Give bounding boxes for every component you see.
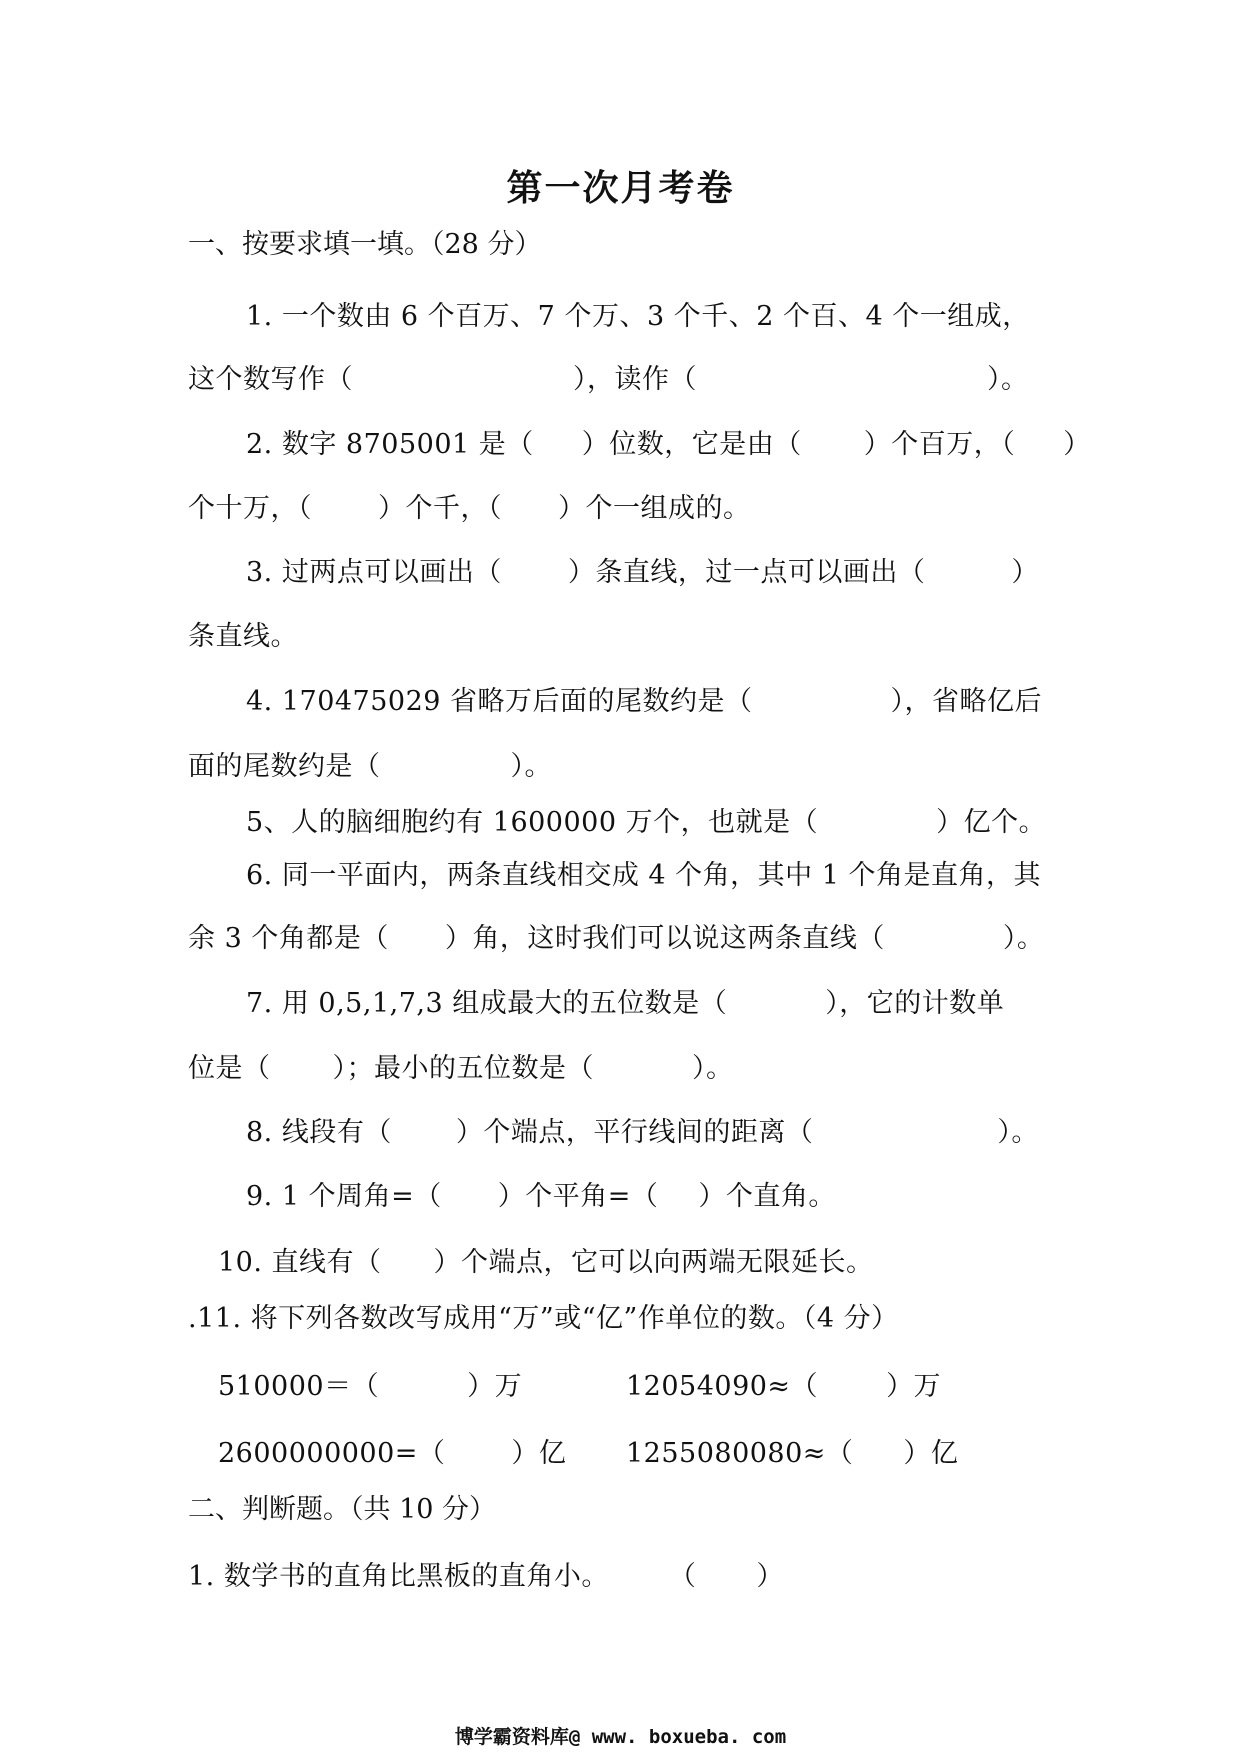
question-9-text-2: ）个平角=（ xyxy=(497,1181,659,1212)
question-4-text-4: ）。 xyxy=(510,751,552,782)
question-1-text: 1. 一个数由 6 个百万、7 个万、3 个千、2 个百、4 个一组成， xyxy=(246,301,1030,332)
question-11-row-2-left xyxy=(218,1437,566,1471)
question-8-text-3: ）。 xyxy=(997,1117,1039,1148)
question-1-line-2 xyxy=(188,363,1029,397)
question-2-text-2: ）位数，它是由（ xyxy=(581,429,802,460)
question-2-text-5: 个十万，（ xyxy=(188,493,312,524)
question-3-line-2 xyxy=(188,620,298,654)
question-11-row-1-left xyxy=(218,1370,522,1404)
question-1-prompt-2: ），读作（ xyxy=(573,364,697,395)
question-4-line-1 xyxy=(246,685,1042,719)
question-11-row-2-right xyxy=(626,1437,958,1471)
judge-question-1-text: 1. 数学书的直角比黑板的直角小。 xyxy=(188,1561,609,1592)
question-10-text-2: ）个端点，它可以向两端无限延长。 xyxy=(433,1247,874,1278)
question-8-line xyxy=(246,1116,1039,1150)
judge-open-paren: （ xyxy=(668,1561,697,1592)
judge-question-1 xyxy=(188,1560,784,1594)
question-6-text-4: ）。 xyxy=(1002,923,1045,954)
conversion-unit: ）万 xyxy=(467,1371,523,1402)
page-title: 第一次月考卷 xyxy=(506,167,735,209)
question-2-text-7: ）个一组成的。 xyxy=(558,493,751,524)
question-2-text-6: ）个千，（ xyxy=(378,493,502,524)
question-5-text-2: ）亿个。 xyxy=(936,807,1047,838)
question-3-text-3: ） xyxy=(1011,557,1039,588)
question-2-line-2 xyxy=(188,492,751,526)
conversion-unit: ）亿 xyxy=(511,1438,567,1469)
question-2-text: 2. 数字 8705001 是（ xyxy=(246,429,534,460)
section-1-heading: 一、按要求填一填。（28 分） xyxy=(188,229,542,260)
question-2-line-1 xyxy=(246,428,1091,462)
question-8-text-2: ）个端点，平行线间的距离（ xyxy=(455,1117,814,1148)
question-3-line-1 xyxy=(246,556,1039,590)
conversion-unit: ）万 xyxy=(886,1371,942,1402)
footer-watermark: 博学霸资料库@ www. boxueba. com xyxy=(454,1726,787,1748)
question-7-line-2 xyxy=(188,1052,734,1086)
question-7-text-4: ）；最小的五位数是（ xyxy=(332,1053,594,1084)
question-4-text: 4. 170475029 省略万后面的尾数约是（ xyxy=(246,686,753,717)
question-8-text: 8. 线段有（ xyxy=(246,1117,392,1148)
conversion-text: 2600000000=（ xyxy=(218,1438,446,1469)
conversion-text: 510000＝（ xyxy=(218,1371,380,1402)
question-3-text-2: ）条直线，过一点可以画出（ xyxy=(567,557,926,588)
question-2-text-3: ）个百万，（ xyxy=(863,429,1016,460)
question-7-text-5: ）。 xyxy=(692,1053,734,1084)
question-5-text: 5、人的脑细胞约有 1600000 万个，也就是（ xyxy=(246,807,819,838)
question-6-line-2 xyxy=(188,922,1044,956)
question-5-line xyxy=(246,806,1046,840)
question-6-text-2: 余 3 个角都是（ xyxy=(188,923,389,954)
question-4-text-2: ），省略亿后 xyxy=(890,686,1043,717)
conversion-text: 1255080080≈（ xyxy=(626,1438,854,1469)
question-7-line-1 xyxy=(246,987,1004,1021)
question-6-text-3: ）角，这时我们可以说这两条直线（ xyxy=(444,923,885,954)
question-7-text: 7. 用 0,5,1,7,3 组成最大的五位数是（ xyxy=(246,988,728,1019)
question-11-heading xyxy=(188,1302,899,1336)
question-10-text: 10. 直线有（ xyxy=(218,1247,382,1278)
question-1-prompt: 这个数写作（ xyxy=(188,364,353,395)
question-1-end: ）。 xyxy=(987,364,1029,395)
section-2-heading: 二、判断题。（共 10 分） xyxy=(188,1494,497,1525)
question-11-row-1-right xyxy=(626,1370,941,1404)
question-9-text-3: ）个直角。 xyxy=(698,1181,836,1212)
question-3-text: 3. 过两点可以画出（ xyxy=(246,557,502,588)
question-4-text-3: 面的尾数约是（ xyxy=(188,751,381,782)
judge-close-paren: ） xyxy=(756,1561,784,1592)
conversion-unit: ）亿 xyxy=(903,1438,959,1469)
question-2-text-4: ） xyxy=(1063,429,1091,460)
question-7-text-3: 位是（ xyxy=(188,1053,271,1084)
question-3-text-4: 条直线。 xyxy=(188,621,298,652)
question-1-line-1 xyxy=(246,300,1030,334)
question-11-text: .11. 将下列各数改写成用“万”或“亿”作单位的数。（4 分） xyxy=(188,1303,899,1334)
question-7-text-2: ），它的计数单 xyxy=(825,988,1005,1019)
question-9-line xyxy=(246,1180,836,1214)
conversion-text: 12054090≈（ xyxy=(626,1371,819,1402)
question-10-line xyxy=(218,1246,874,1280)
question-6-text: 6. 同一平面内，两条直线相交成 4 个角，其中 1 个角是直角，其 xyxy=(246,860,1042,891)
question-6-line-1 xyxy=(246,859,1041,893)
question-4-line-2 xyxy=(188,750,552,784)
question-9-text: 9. 1 个周角=（ xyxy=(246,1181,442,1212)
